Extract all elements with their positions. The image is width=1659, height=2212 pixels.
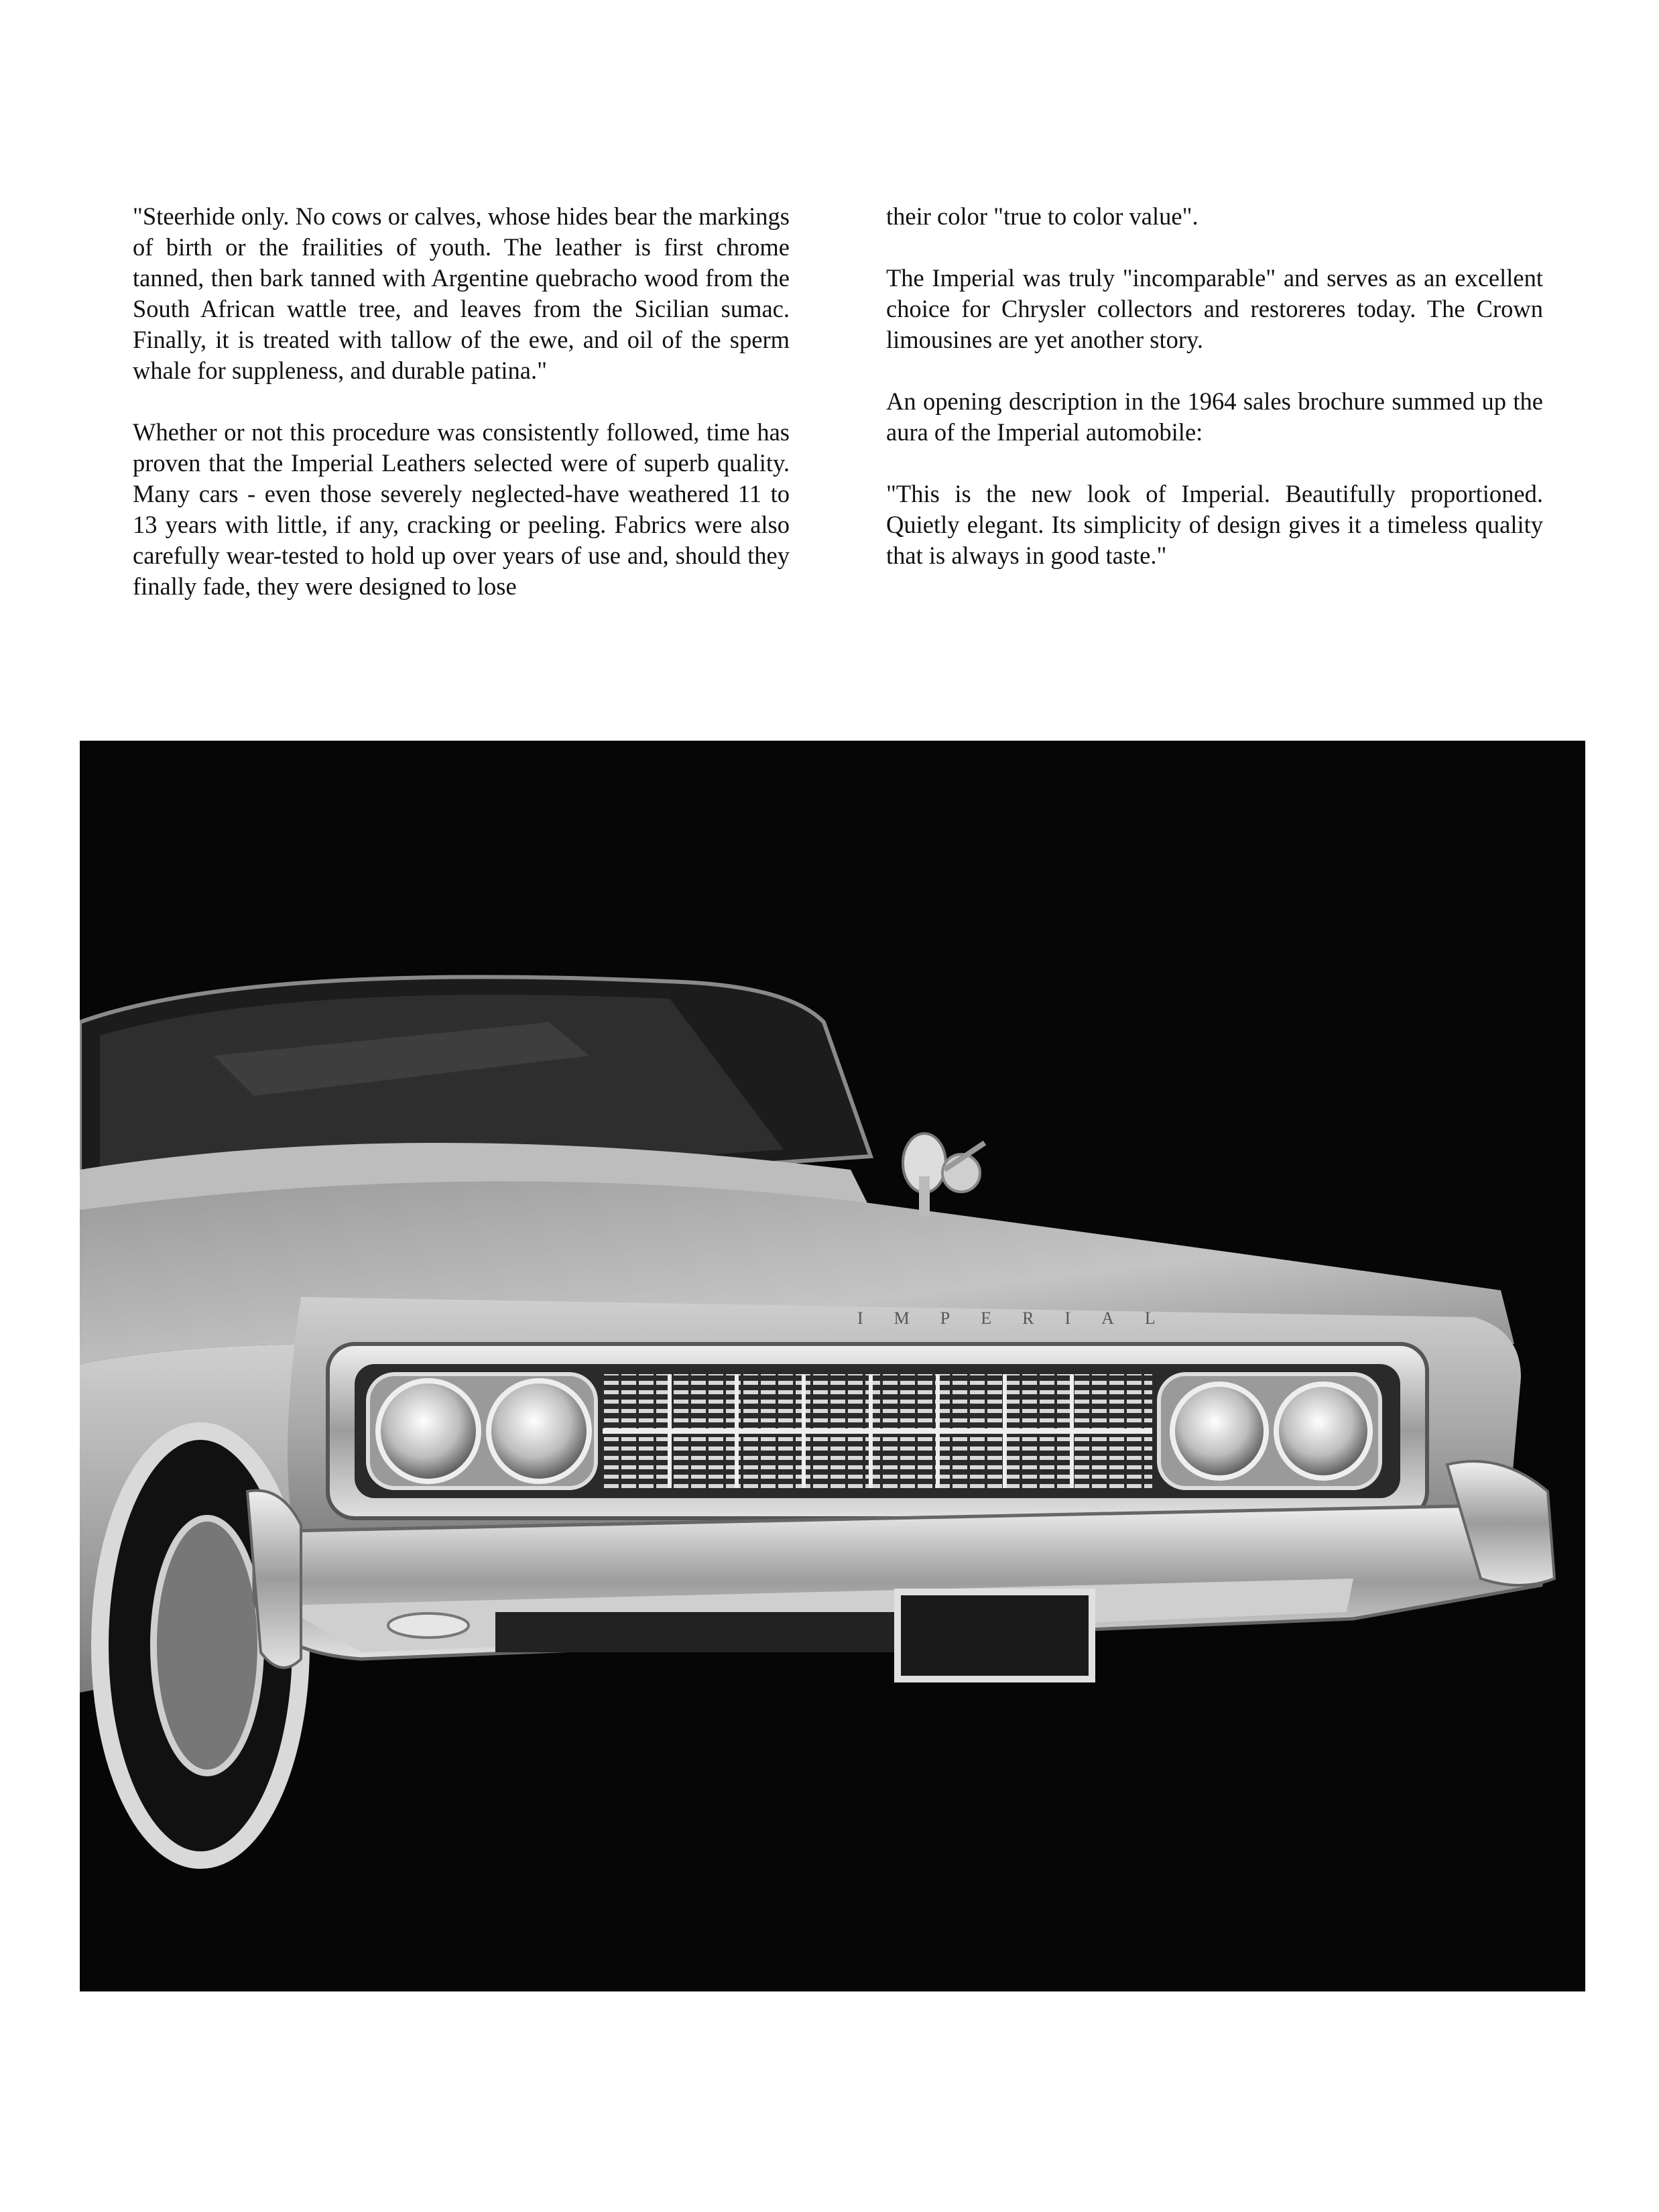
hood-lettering: IMPERIAL [857,1308,1186,1328]
left-text-column [133,201,790,633]
headlight-right-outer [1276,1384,1370,1478]
headlight-right-inner [1172,1384,1266,1478]
car-front-photo [80,741,1585,1991]
paragraph-color-value: their color "true to color value". [886,202,1199,230]
paragraph-brochure-intro: An opening description in the 1964 sales brochure summed up the aura of the Imperial automobile: [886,387,1543,446]
paragraph-leather-durability: Whether or not this procedure was consistently followed, time has proven that the Imperial Leathers selected were of superb quality. Many cars - even those severely neglected-have weathered 11 to 13 years with little, if any, cracking or peeling. Fabrics were also carefully wear-tested to hold up over years of use and, should they finally fade, they were designed to lose [133,418,790,600]
car-illustration [80,741,1585,1991]
paragraph-incomparable: The Imperial was truly "incomparable" and serves as an excellent choice for Chrysler collectors and restoreres today. The Crown limousines are yet another story. [886,264,1543,353]
paragraph-brochure-quote: "This is the new look of Imperial. Beautifully proportioned. Quietly elegant. Its simplicity of design gives it a timeless quality that is always in good taste." [886,480,1543,569]
paragraph-steerhide-quote: "Steerhide only. No cows or calves, whose hides bear the markings of birth or the frailities of youth. The leather is first chrome tanned, then bark tanned with Argentine quebracho wood from the South African wattle tree, and leaves from the Sicilian sumac. Finally, it is treated with tallow of the ewe, and oil of the sperm whale for suppleness, and durable patina." [133,202,790,384]
headlight-left-outer [378,1381,479,1481]
license-plate [898,1592,1092,1679]
headlight-left-inner [489,1381,589,1481]
right-text-column [886,201,1543,602]
